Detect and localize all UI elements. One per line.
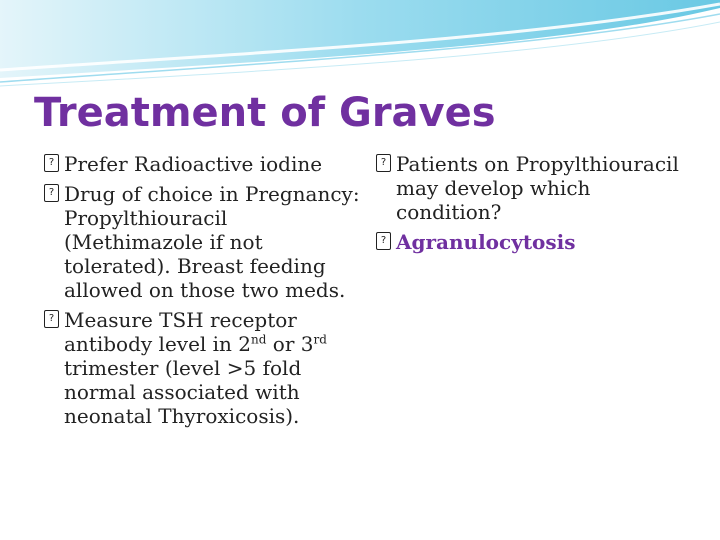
- question-text: Patients on Propylthiouracil may develop which condition?: [396, 152, 679, 224]
- bullet-text: Prefer Radioactive iodine: [64, 152, 323, 176]
- bullet-icon: ?: [376, 232, 391, 250]
- bullet-text-part: trimester (level >5 fold normal associated with neonatal Thyroxicosis).: [64, 356, 302, 428]
- list-item: [44, 152, 364, 176]
- bullet-icon: ?: [44, 154, 59, 172]
- list-item: [44, 308, 364, 428]
- bullet-text-part: or 3: [266, 332, 314, 356]
- slide-title: Treatment of Graves: [34, 90, 496, 136]
- header-wave-decoration: [0, 0, 720, 90]
- list-item: [376, 230, 696, 254]
- bullet-icon: ?: [376, 154, 391, 172]
- right-bullet-list: [376, 152, 696, 260]
- bullet-text-part: Measure TSH receptor antibody level in 2: [64, 308, 297, 356]
- answer-text: Agranulocytosis: [396, 230, 576, 254]
- bullet-text: Drug of choice in Pregnancy: Propylthiouracil (Methimazole if not tolerated). Breast feeding allowed on those two meds.: [64, 182, 360, 302]
- bullet-icon: ?: [44, 184, 59, 202]
- ordinal-suffix: nd: [251, 332, 267, 347]
- bullet-icon: ?: [44, 310, 59, 328]
- list-item: [44, 182, 364, 302]
- left-bullet-list: [44, 152, 364, 434]
- ordinal-suffix: rd: [313, 332, 327, 347]
- list-item: [376, 152, 696, 224]
